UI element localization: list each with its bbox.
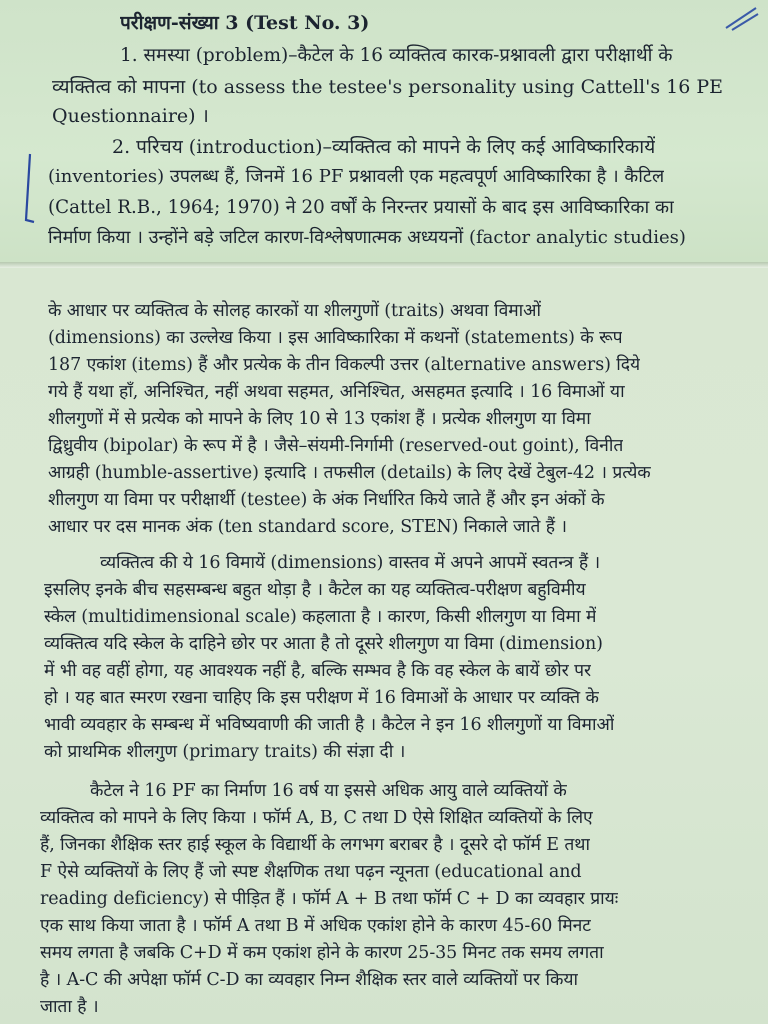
body-line-8: शीलगुण या विमा पर परीक्षार्थी (testee) के अंक निर्धारित किये जाते हैं और इन अंकों के	[48, 490, 605, 510]
paragraph-2-line-8: को प्राथमिक शीलगुण (primary traits) की संज्ञा दी ।	[44, 742, 406, 762]
paragraph-3-line-4: F ऐसे व्यक्तियों के लिए हैं जो स्पष्ट शैक्षणिक तथा पढ़न न्यूनता (educational and	[40, 862, 582, 882]
paragraph-2-line-1: व्यक्तित्व की ये 16 विमायें (dimensions) वास्तव में अपने आपमें स्वतन्त्र हैं ।	[100, 553, 601, 573]
paragraph-2-line-3: स्केल (multidimensional scale) कहलाता है । कारण, किसी शीलगुण या विमा में	[44, 607, 597, 627]
test-number-heading: परीक्षण-संख्या 3 (Test No. 3)	[120, 12, 370, 34]
body-line-6: द्विध्रुवीय (bipolar) के रूप में है । जैसे–संयमी-निर्गामी (reserved-out goint), विनीत	[48, 436, 624, 456]
paragraph-2-line-4: व्यक्तित्व यदि स्केल के दाहिने छोर पर आता है तो दूसरे शीलगुण या विमा (dimension)	[44, 634, 603, 654]
paragraph-3-line-5: reading deficiency) से पीड़ित हैं । फॉर्म A + B तथा फॉर्म C + D का व्यवहार प्रायः	[40, 889, 619, 909]
paragraph-3-line-2: व्यक्तित्व को मापने के लिए किया । फॉर्म A, B, C तथा D ऐसे शिक्षित व्यक्तियों के लिए	[40, 808, 593, 828]
problem-line-1: 1. समस्या (problem)–कैटेल के 16 व्यक्तित्व कारक-प्रश्नावली द्वारा परीक्षार्थी के	[120, 45, 673, 66]
paragraph-3-line-1: कैटेल ने 16 PF का निर्माण 16 वर्ष या इससे अधिक आयु वाले व्यक्तियों के	[90, 781, 567, 801]
introduction-line-2: (inventories) उपलब्ध हैं, जिनमें 16 PF प्रश्नावली एक महत्वपूर्ण आविष्कारिका है । कैटिल	[48, 166, 665, 187]
introduction-line-3: (Cattel R.B., 1964; 1970) ने 20 वर्षों के निरन्तर प्रयासों के बाद इस आविष्कारिका का	[48, 197, 674, 218]
lower-photo-section	[0, 268, 768, 1024]
paragraph-3-line-7: समय लगता है जबकि C+D में कम एकांश होने के कारण 25-35 मिनट तक समय लगता	[40, 943, 604, 963]
body-line-2: (dimensions) का उल्लेख किया । इस आविष्कारिका में कथनों (statements) के रूप	[48, 328, 623, 348]
problem-line-3: Questionnaire) ।	[52, 105, 209, 127]
body-line-5: शीलगुणों में से प्रत्येक को मापने के लिए 10 से 13 एकांश हैं । प्रत्येक शीलगुण या विमा	[48, 409, 591, 429]
pen-bracket-mark-icon	[18, 150, 36, 230]
paragraph-2-line-5: में भी वह वहीं होगा, यह आवश्यक नहीं है, बल्कि सम्भव है कि वह स्केल के बायें छोर पर	[44, 661, 591, 681]
introduction-line-4: निर्माण किया । उन्होंने बड़े जटिल कारण-विश्लेषणात्मक अध्ययनों (factor analytic studies)	[48, 227, 686, 248]
paragraph-3-line-3: हैं, जिनका शैक्षिक स्तर हाई स्कूल के विद्यार्थी के लगभग बराबर है । दूसरे दो फॉर्म E तथा	[40, 835, 590, 855]
body-line-4: गये हैं यथा हाँ, अनिश्चित, नहीं अथवा सहमत, अनिश्चित, असहमत इत्यादि । 16 विमाओं या	[48, 382, 625, 402]
paragraph-3-line-6: एक साथ किया जाता है । फॉर्म A तथा B में अधिक एकांश होने के कारण 45-60 मिनट	[40, 916, 591, 936]
paragraph-2-line-6: हो । यह बात स्मरण रखना चाहिए कि इस परीक्षण में 16 विमाओं के आधार पर व्यक्ति के	[44, 688, 599, 708]
body-line-3: 187 एकांश (items) हैं और प्रत्येक के तीन विकल्पी उत्तर (alternative answers) दिये	[48, 355, 641, 375]
paragraph-2-line-2: इसलिए इनके बीच सहसम्बन्ध बहुत थोड़ा है । कैटेल का यह व्यक्तित्व-परीक्षण बहुविमीय	[44, 580, 586, 600]
body-line-7: आग्रही (humble-assertive) इत्यादि । तफसील (details) के लिए देखें टेबुल-42 । प्रत्येक	[48, 463, 651, 483]
body-line-1: के आधार पर व्यक्तित्व के सोलह कारकों या शीलगुणों (traits) अथवा विमाओं	[48, 301, 541, 321]
paragraph-2-line-7: भावी व्यवहार के सम्बन्ध में भविष्यवाणी की जाती है । कैटेल ने इन 16 शीलगुणों या विमाओं	[44, 715, 615, 735]
problem-line-2: व्यक्तित्व को मापना (to assess the testee's personality using Cattell's 16 PE	[52, 76, 724, 98]
body-line-9: आधार पर दस मानक अंक (ten standard score, STEN) निकाले जाते हैं ।	[48, 517, 567, 537]
introduction-line-1: 2. परिचय (introduction)–व्यक्तित्व को मापने के लिए कई आविष्कारिकायें	[112, 136, 656, 158]
pen-scribble-icon	[720, 2, 760, 32]
paragraph-3-line-9: जाता है ।	[40, 997, 99, 1017]
paragraph-3-line-8: है । A-C की अपेक्षा फॉर्म C-D का व्यवहार निम्न शैक्षिक स्तर वाले व्यक्तियों पर किया	[40, 970, 578, 990]
upper-photo-section	[0, 0, 768, 262]
